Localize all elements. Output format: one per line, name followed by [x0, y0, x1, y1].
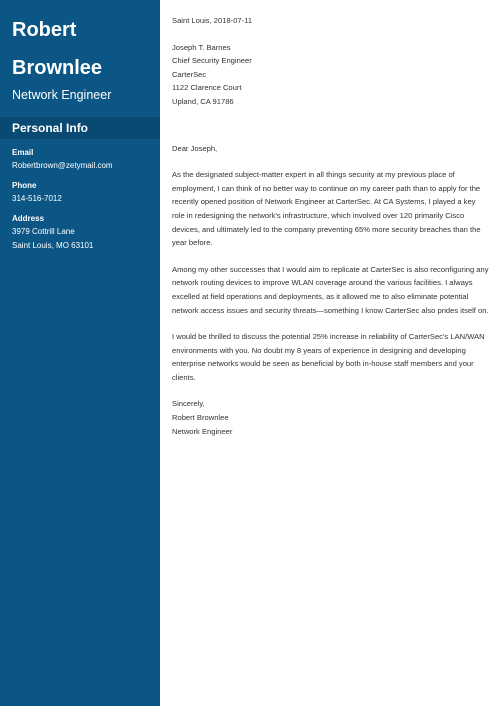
candidate-job-title: Network Engineer: [12, 88, 112, 102]
closing: Sincerely,: [172, 399, 205, 409]
email-value: Robertbrown@zetymail.com: [12, 161, 113, 170]
personal-info-header: [0, 117, 160, 139]
candidate-last-name: Brownlee: [12, 57, 103, 79]
recipient-street: 1122 Clarence Court: [172, 83, 242, 93]
address-label: Address: [12, 214, 45, 223]
address-line-2: Saint Louis, MO 63101: [12, 241, 94, 250]
letter-date: Saint Louis, 2018-07-11: [172, 16, 253, 25]
signature-name: Robert Brownlee: [172, 413, 229, 423]
body-paragraph-1: As the designated subject-matter expert in all things security at my previous place of employment, I can think of no better way to continue on my career path than to apply for the recently opened position of Network Engineer at CarterSec. At CA Systems, I played a key role in redesigning the network's infrastructure, which involved over 120 primarily Cisco devices, and ultimately led to the company preventing 65% more security breaches than the year before.: [172, 170, 481, 248]
candidate-first-name: Robert: [12, 19, 77, 41]
recipient-title: Chief Security Engineer: [172, 56, 252, 66]
recipient-city: Upland, CA 91786: [172, 96, 234, 106]
phone-label: Phone: [12, 181, 37, 190]
email-label: Email: [12, 148, 34, 157]
address-line-1: 3979 Cottrill Lane: [12, 227, 75, 236]
personal-info-title: Personal Info: [12, 121, 89, 135]
body-paragraph-2: Among my other successes that I would aim to replicate at CarterSec is also reconfiguring any network routing devices to improve WLAN coverage around the various facilities. I always excelled at field operations and deployments, as it allowed me to also eliminate potential network access issues and security threats—something I know CarterSec also prides itself on.: [172, 264, 489, 315]
recipient-company: CarterSec: [172, 69, 207, 79]
recipient-name: Joseph T. Barnes: [172, 42, 231, 52]
sidebar: [0, 0, 160, 706]
body-paragraph-3: I would be thrilled to discuss the potential 25% increase in reliability of CarterSec's LAN/WAN environments with you. No doubt my 8 years of experience in designing and developing enterprise networks would be seen as beneficial by both in-house staff members and your clients.: [172, 332, 485, 382]
signature-title: Network Engineer: [172, 426, 233, 436]
salutation: Dear Joseph,: [172, 143, 218, 153]
phone-value: 314-516-7012: [12, 194, 62, 203]
letter-content: [172, 14, 490, 438]
